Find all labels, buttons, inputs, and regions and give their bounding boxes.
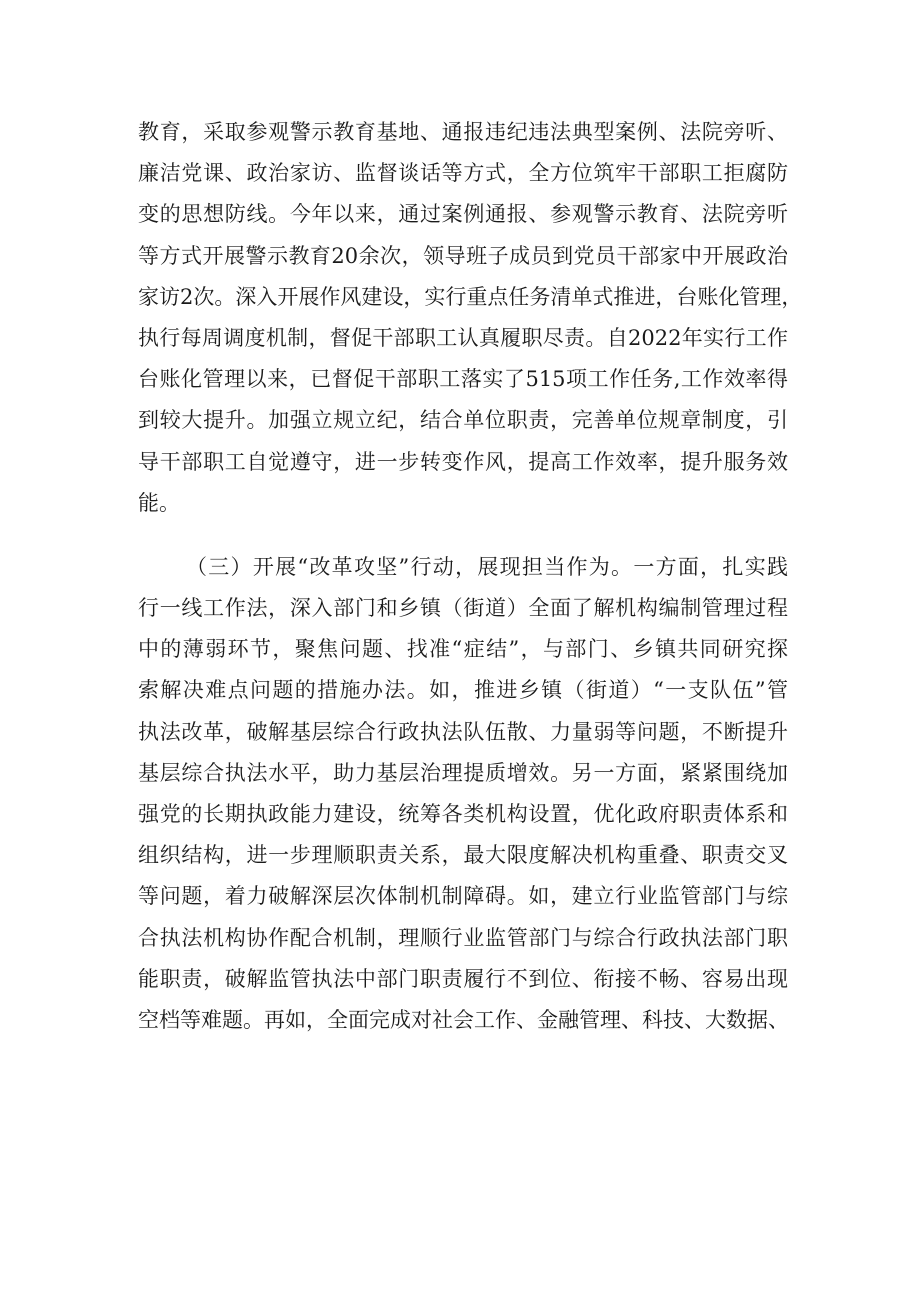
paragraph-line: 强党的长期执政能力建设，统筹各类机构设置，优化政府职责体系和 [138,802,788,826]
paragraph-line: 基层综合执法水平，助力基层治理提质增效。另一方面，紧紧围绕加 [138,760,788,785]
document-body [138,112,803,1041]
paragraph-line: 能。 [138,490,180,515]
paragraph-line: 执行每周调度机制，督促干部职工认真履职尽责。自2022年实行工作 [138,325,788,350]
paragraph-line: 中的薄弱环节，聚焦问题、找准“症结”，与部门、乡镇共同研究探 [138,637,788,662]
paragraph-line: 等问题，着力破解深层次体制机制障碍。如，建立行业监管部门与综 [138,884,788,909]
paragraph-line: 执法改革，破解基层综合行政执法队伍散、力量弱等问题，不断提升 [138,719,788,744]
paragraph-line: 行一线工作法，深入部门和乡镇（街道）全面了解机构编制管理过程 [138,596,788,621]
paragraph-line: 能职责，破解监管执法中部门职责履行不到位、衔接不畅、容易出现 [138,966,788,991]
section-heading-line: （三）开展“改革攻坚”行动，展现担当作为。一方面，扎实践 [186,554,788,579]
paragraph-line: 变的思想防线。今年以来，通过案例通报、参观警示教育、法院旁听 [138,202,788,227]
paragraph-line: 家访2次。深入开展作风建设，实行重点任务清单式推进，台账化管理， [138,284,803,309]
paragraph-line: 导干部职工自觉遵守，进一步转变作风，提高工作效率，提升服务效 [138,449,788,474]
paragraph-line: 组织结构，进一步理顺职责关系，最大限度解决机构重叠、职责交叉 [138,843,788,868]
paragraph-1 [138,112,803,524]
paragraph-line: 到较大提升。加强立规立纪，结合单位职责，完善单位规章制度，引 [138,408,788,433]
paragraph-line: 等方式开展警示教育20余次，领导班子成员到党员干部家中开展政治 [138,243,788,268]
paragraph-line: 空档等难题。再如，全面完成对社会工作、金融管理、科技、大数据、 [138,1007,789,1032]
paragraph-line: 合执法机构协作配合机制，理顺行业监管部门与综合行政执法部门职 [138,925,788,950]
paragraph-line: 廉洁党课、政治家访、监督谈话等方式，全方位筑牢干部职工拒腐防 [138,161,788,186]
paragraph-line: 索解决难点问题的措施办法。如，推进乡镇（街道）“一支队伍”管 [138,678,788,703]
paragraph-line: 教育，采取参观警示教育基地、通报违纪违法典型案例、法院旁听、 [138,120,788,144]
paragraph-line: 台账化管理以来，已督促干部职工落实了515项工作任务,工作效率得 [138,367,788,392]
paragraph-spacer [138,524,788,547]
paragraph-2 [138,547,788,1041]
